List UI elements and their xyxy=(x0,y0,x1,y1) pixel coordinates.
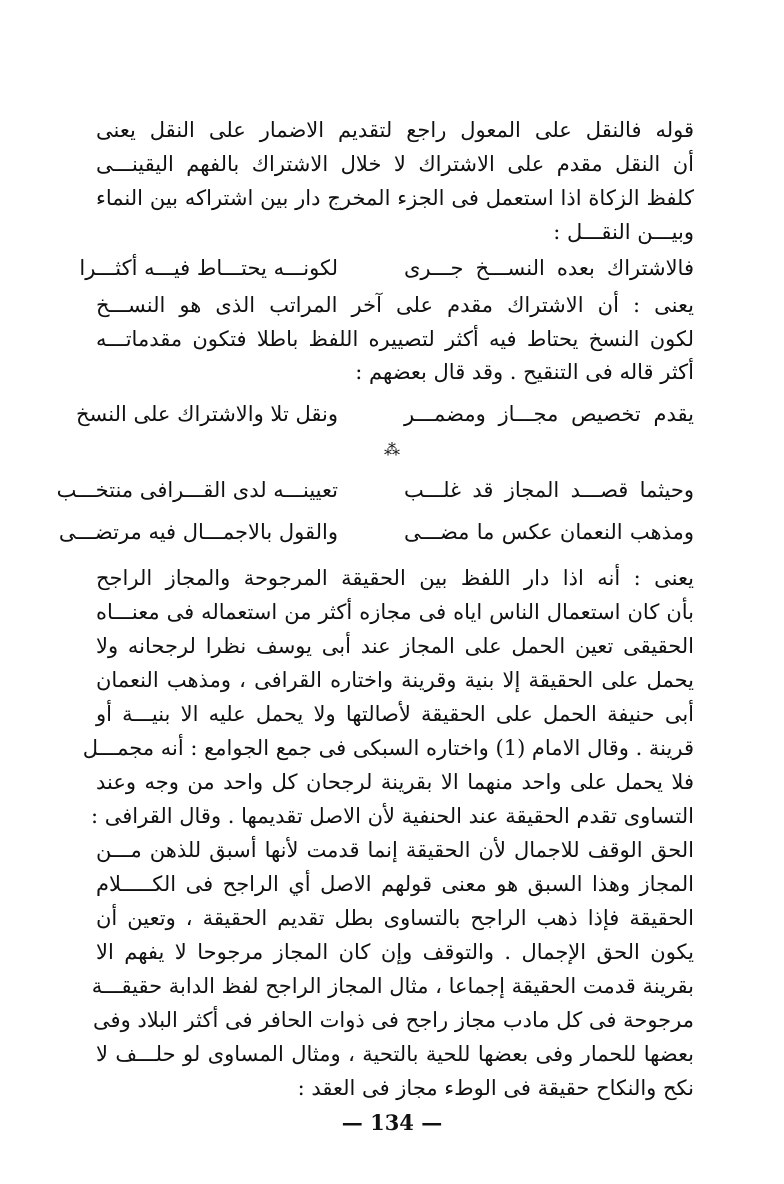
verse-first-hemistich: وحيثما قصـــد المجاز قد غلـــب xyxy=(404,478,694,502)
text-line: أبى حنيفة الحمل على الحقيقة لأصالتها ولا يحمل عليه الا بنيـــة أو xyxy=(96,702,694,726)
verse-first-hemistich: فالاشتراك بعده النســـخ جـــرى xyxy=(404,256,694,280)
text-line: بأن كان استعمال الناس اياه فى مجازه أكثر من استعماله فى معنـــاه xyxy=(96,600,694,624)
text-line: كلفظ الزكاة اذا استعمل فى الجزء المخرج دار بين اشتراكه بين النماء xyxy=(96,186,694,210)
text-line: وبيـــن النقـــل : xyxy=(553,220,694,244)
text-line: نكح والنكاح حقيقة فى الوطء مجاز فى العقد : xyxy=(297,1076,694,1100)
text-line: يعنى : أنه اذا دار اللفظ بين الحقيقة المرجوحة والمجاز الراجح xyxy=(96,566,694,590)
text-line: بقرينة قدمت الحقيقة إجماعا ، مثال المجاز الراجح لفظ الدابة حقيقـــة xyxy=(91,974,694,998)
text-line: بعضها للحمار وفى بعضها للحية بالتحية ، ومثال المساوى لو حلـــف لا xyxy=(96,1042,694,1066)
verse-line xyxy=(56,472,694,508)
verse-line xyxy=(79,250,694,286)
page-number: — 134 — xyxy=(341,1110,443,1135)
text-line: قوله فالنقل على المعول راجع لتقديم الاضمار على النقل يعنى xyxy=(96,118,694,142)
verse-second-hemistich: والقول بالاجمـــال فيه مرتضـــى xyxy=(58,520,338,544)
text-line: أكثر قاله فى التنقيح . وقد قال بعضهم : xyxy=(355,360,694,384)
verse-first-hemistich: ومذهب النعمان عكس ما مضـــى xyxy=(404,520,694,544)
verse-line xyxy=(75,396,694,432)
text-line: المجاز وهذا السبق هو معنى قولهم الاصل أي الراجح فى الكـــــلام xyxy=(96,872,694,896)
text-line: الحقيقى تعين الحمل على المجاز عند أبى يوسف نظرا لرجحانه ولا xyxy=(96,634,694,658)
text-line: قرينة . وقال الامام (1) واختاره السبكى فى جمع الجوامع : أنه مجمـــل xyxy=(82,736,694,760)
text-line: يعنى : أن الاشتراك مقدم على آخر المراتب الذى هو النســـخ xyxy=(96,293,694,317)
text-line: مرجوحة فى كل مادب مجاز راجح فى ذوات الحافر فى أكثر البلاد وفى xyxy=(93,1008,694,1032)
text-line: يحمل على الحقيقة إلا بنية وقرينة واختاره القرافى ، ومذهب النعمان xyxy=(96,668,694,692)
text-line: لكون النسخ يحتاط فيه أكثر لتصييره اللفظ باطلا فتكون مقدماتـــه xyxy=(96,327,694,351)
verse-second-hemistich: ونقل تلا والاشتراك على النسخ xyxy=(75,402,338,426)
verse-second-hemistich: تعيينـــه لدى القـــرافى منتخـــب xyxy=(56,478,338,502)
text-line: الحقيقة فإذا ذهب الراجح بالتساوى بطل تقديم الحقيقة ، وتعين أن xyxy=(96,906,694,930)
text-line: فلا يحمل على واحد منهما الا بقرينة لرجحان كل واحد من وجه وعند xyxy=(96,770,694,794)
text-line: أن النقل مقدم على الاشتراك لا خلال الاشتراك بالفهم اليقينـــى xyxy=(96,152,694,176)
text-line: يكون الحق الإجمال . والتوقف وإن كان المجاز مرجوحا لا يفهم الا xyxy=(96,940,694,964)
text-line: التساوى تقدم الحقيقة عند الحنفية لأن الاصل تقديمها . وقال القرافى : xyxy=(91,804,694,828)
text-line: الحق الوقف للاجمال لأن الحقيقة إنما قدمت لأنها أسبق للذهن مـــن xyxy=(96,838,694,862)
section-separator-stars: ⁂ xyxy=(384,440,400,459)
verse-second-hemistich: لكونـــه يحتـــاط فيـــه أكثـــرا xyxy=(79,256,338,280)
verse-first-hemistich: يقدم تخصيص مجـــاز ومضمـــر xyxy=(404,402,694,426)
verse-line xyxy=(58,514,694,550)
